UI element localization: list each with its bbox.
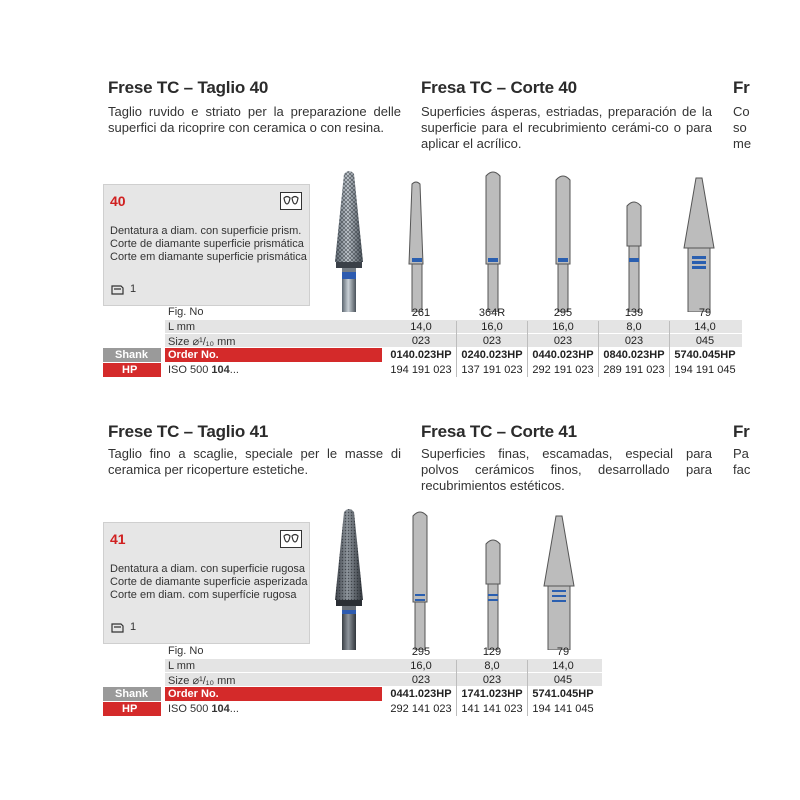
section41-col-l: 8,0: [484, 660, 500, 672]
section41-iso-label: ISO 500 104...: [168, 703, 239, 715]
bur-drawing-295: [413, 512, 427, 602]
column-divider: [456, 660, 457, 716]
section41-shank-label: Shank: [115, 688, 149, 700]
section41-pack-qty: 1: [130, 621, 137, 633]
bur-drawings-40: [384, 170, 744, 312]
section40-col-size: 023: [482, 335, 502, 347]
section41-col-iso: 141 141 023: [461, 703, 523, 715]
section40-desc-pt: Co so me: [733, 104, 752, 151]
bur-drawing-79: [684, 178, 714, 248]
section40-desc-es: Superficies ásperas, estriadas, preparación de la superficie para el recubrimiento cerámi-co o para aplicar el acrílico.: [421, 104, 712, 151]
section40-col-iso: 137 191 023: [461, 364, 523, 376]
section41-col-order: 0441.023HP: [390, 688, 452, 700]
section40-shank-label: Shank: [115, 349, 149, 361]
section41-shank-type: HP: [122, 703, 138, 715]
section41-title-es: Fresa TC – Corte 41: [421, 422, 577, 441]
bur-drawing-129: [486, 540, 500, 584]
section40-col-iso: 289 191 023: [603, 364, 665, 376]
bur-drawings-41: [384, 508, 604, 650]
section41-title-it: Frese TC – Taglio 41: [108, 422, 269, 441]
section40-col-size: 023: [411, 335, 431, 347]
section40-col-fig: 139: [624, 307, 644, 319]
section40-col-order: 5740.045HP: [674, 349, 736, 361]
package-icon: [110, 283, 124, 295]
section41-col-size: 023: [482, 674, 502, 686]
section41-size-label: Size ⌀¹/₁₀ mm: [168, 675, 236, 687]
section40-pack-qty: 1: [130, 283, 137, 295]
section40-desc-it: Taglio ruvido e striato per la preparazione delle superfici da ricoprire con ceramica o con resina.: [108, 104, 401, 135]
tooth-pictogram-icon: [280, 192, 302, 210]
section40-fig-label: Fig. No: [168, 306, 204, 318]
section41-info-box: [103, 522, 310, 644]
section40-col-l: 14,0: [694, 321, 716, 333]
package-icon: [110, 621, 124, 633]
section40-size-label: Size ⌀¹/₁₀ mm: [168, 336, 236, 348]
section40-col-size: 023: [553, 335, 573, 347]
bur-drawing-364R: [486, 172, 500, 264]
bur-photo-40: [326, 170, 372, 312]
section40-l-label: L mm: [168, 321, 196, 333]
section40-box-text: Dentatura a diam. con superficie prism. Corte de diamante superficie prismática Corte em diamante superficie prismática: [110, 225, 307, 263]
section41-order-label: Order No.: [168, 688, 219, 700]
section41-col-l: 14,0: [552, 660, 574, 672]
tooth-pictogram-icon: [280, 530, 302, 548]
bur-drawing-295: [556, 176, 570, 264]
section40-col-order: 0140.023HP: [390, 349, 452, 361]
section40-col-fig: 364R: [478, 307, 506, 319]
section40-col-order: 0240.023HP: [461, 349, 523, 361]
section40-col-l: 16,0: [552, 321, 574, 333]
section40-title-es: Fresa TC – Corte 40: [421, 78, 577, 97]
section41-col-order: 1741.023HP: [461, 688, 523, 700]
section40-col-l: 14,0: [410, 321, 432, 333]
section41-fig-label: Fig. No: [168, 645, 204, 657]
section40-iso-label: ISO 500 104...: [168, 364, 239, 376]
section41-col-order: 5741.045HP: [532, 688, 594, 700]
section40-col-order: 0440.023HP: [532, 349, 594, 361]
bur-drawing-79: [544, 516, 574, 586]
section41-col-size: 045: [553, 674, 573, 686]
section40-col-l: 8,0: [626, 321, 642, 333]
section41-type-number: 41: [110, 531, 126, 547]
section40-title-it: Frese TC – Taglio 40: [108, 78, 269, 97]
section40-col-l: 16,0: [481, 321, 503, 333]
section40-col-iso: 194 191 023: [390, 364, 452, 376]
section41-col-fig: 79: [556, 646, 570, 658]
section41-col-fig: 295: [411, 646, 431, 658]
section40-shank-type: HP: [122, 364, 138, 376]
column-divider: [669, 321, 670, 377]
bur-drawing-139: [627, 202, 641, 246]
section40-col-iso: 194 191 045: [674, 364, 736, 376]
section40-col-iso: 292 191 023: [532, 364, 594, 376]
column-divider: [527, 660, 528, 716]
section41-desc-pt: Pa fac: [733, 446, 751, 477]
section41-box-text: Dentatura a diam. con superficie rugosa Corte de diamante superficie asperizada Corte em diam. com superfície rugosa: [110, 563, 308, 601]
section41-desc-es: Superficies finas, escamadas, especial para polvos cerámicos finos, desarrollado para recubrimientos estéticos.: [421, 446, 712, 493]
section40-title-pt: Fr: [733, 78, 750, 97]
section40-col-fig: 79: [698, 307, 712, 319]
section40-order-label: Order No.: [168, 349, 219, 361]
section41-col-l: 16,0: [410, 660, 432, 672]
section41-col-iso: 292 141 023: [390, 703, 452, 715]
section40-type-number: 40: [110, 193, 126, 209]
column-divider: [598, 321, 599, 377]
bur-photo-41: [326, 508, 372, 650]
section41-col-iso: 194 141 045: [532, 703, 594, 715]
section40-info-box: [103, 184, 310, 306]
section41-desc-it: Taglio fino a scaglie, speciale per le masse di ceramica per ricoperture estetiche.: [108, 446, 401, 477]
column-divider: [456, 321, 457, 377]
column-divider: [527, 321, 528, 377]
section40-col-fig: 261: [411, 307, 431, 319]
section40-col-size: 023: [624, 335, 644, 347]
section41-col-fig: 129: [482, 646, 502, 658]
section41-title-pt: Fr: [733, 422, 750, 441]
section40-col-order: 0840.023HP: [603, 349, 665, 361]
section41-col-size: 023: [411, 674, 431, 686]
section40-col-fig: 295: [553, 307, 573, 319]
section41-l-label: L mm: [168, 660, 196, 672]
section40-col-size: 045: [695, 335, 715, 347]
bur-drawing-261: [409, 182, 423, 264]
